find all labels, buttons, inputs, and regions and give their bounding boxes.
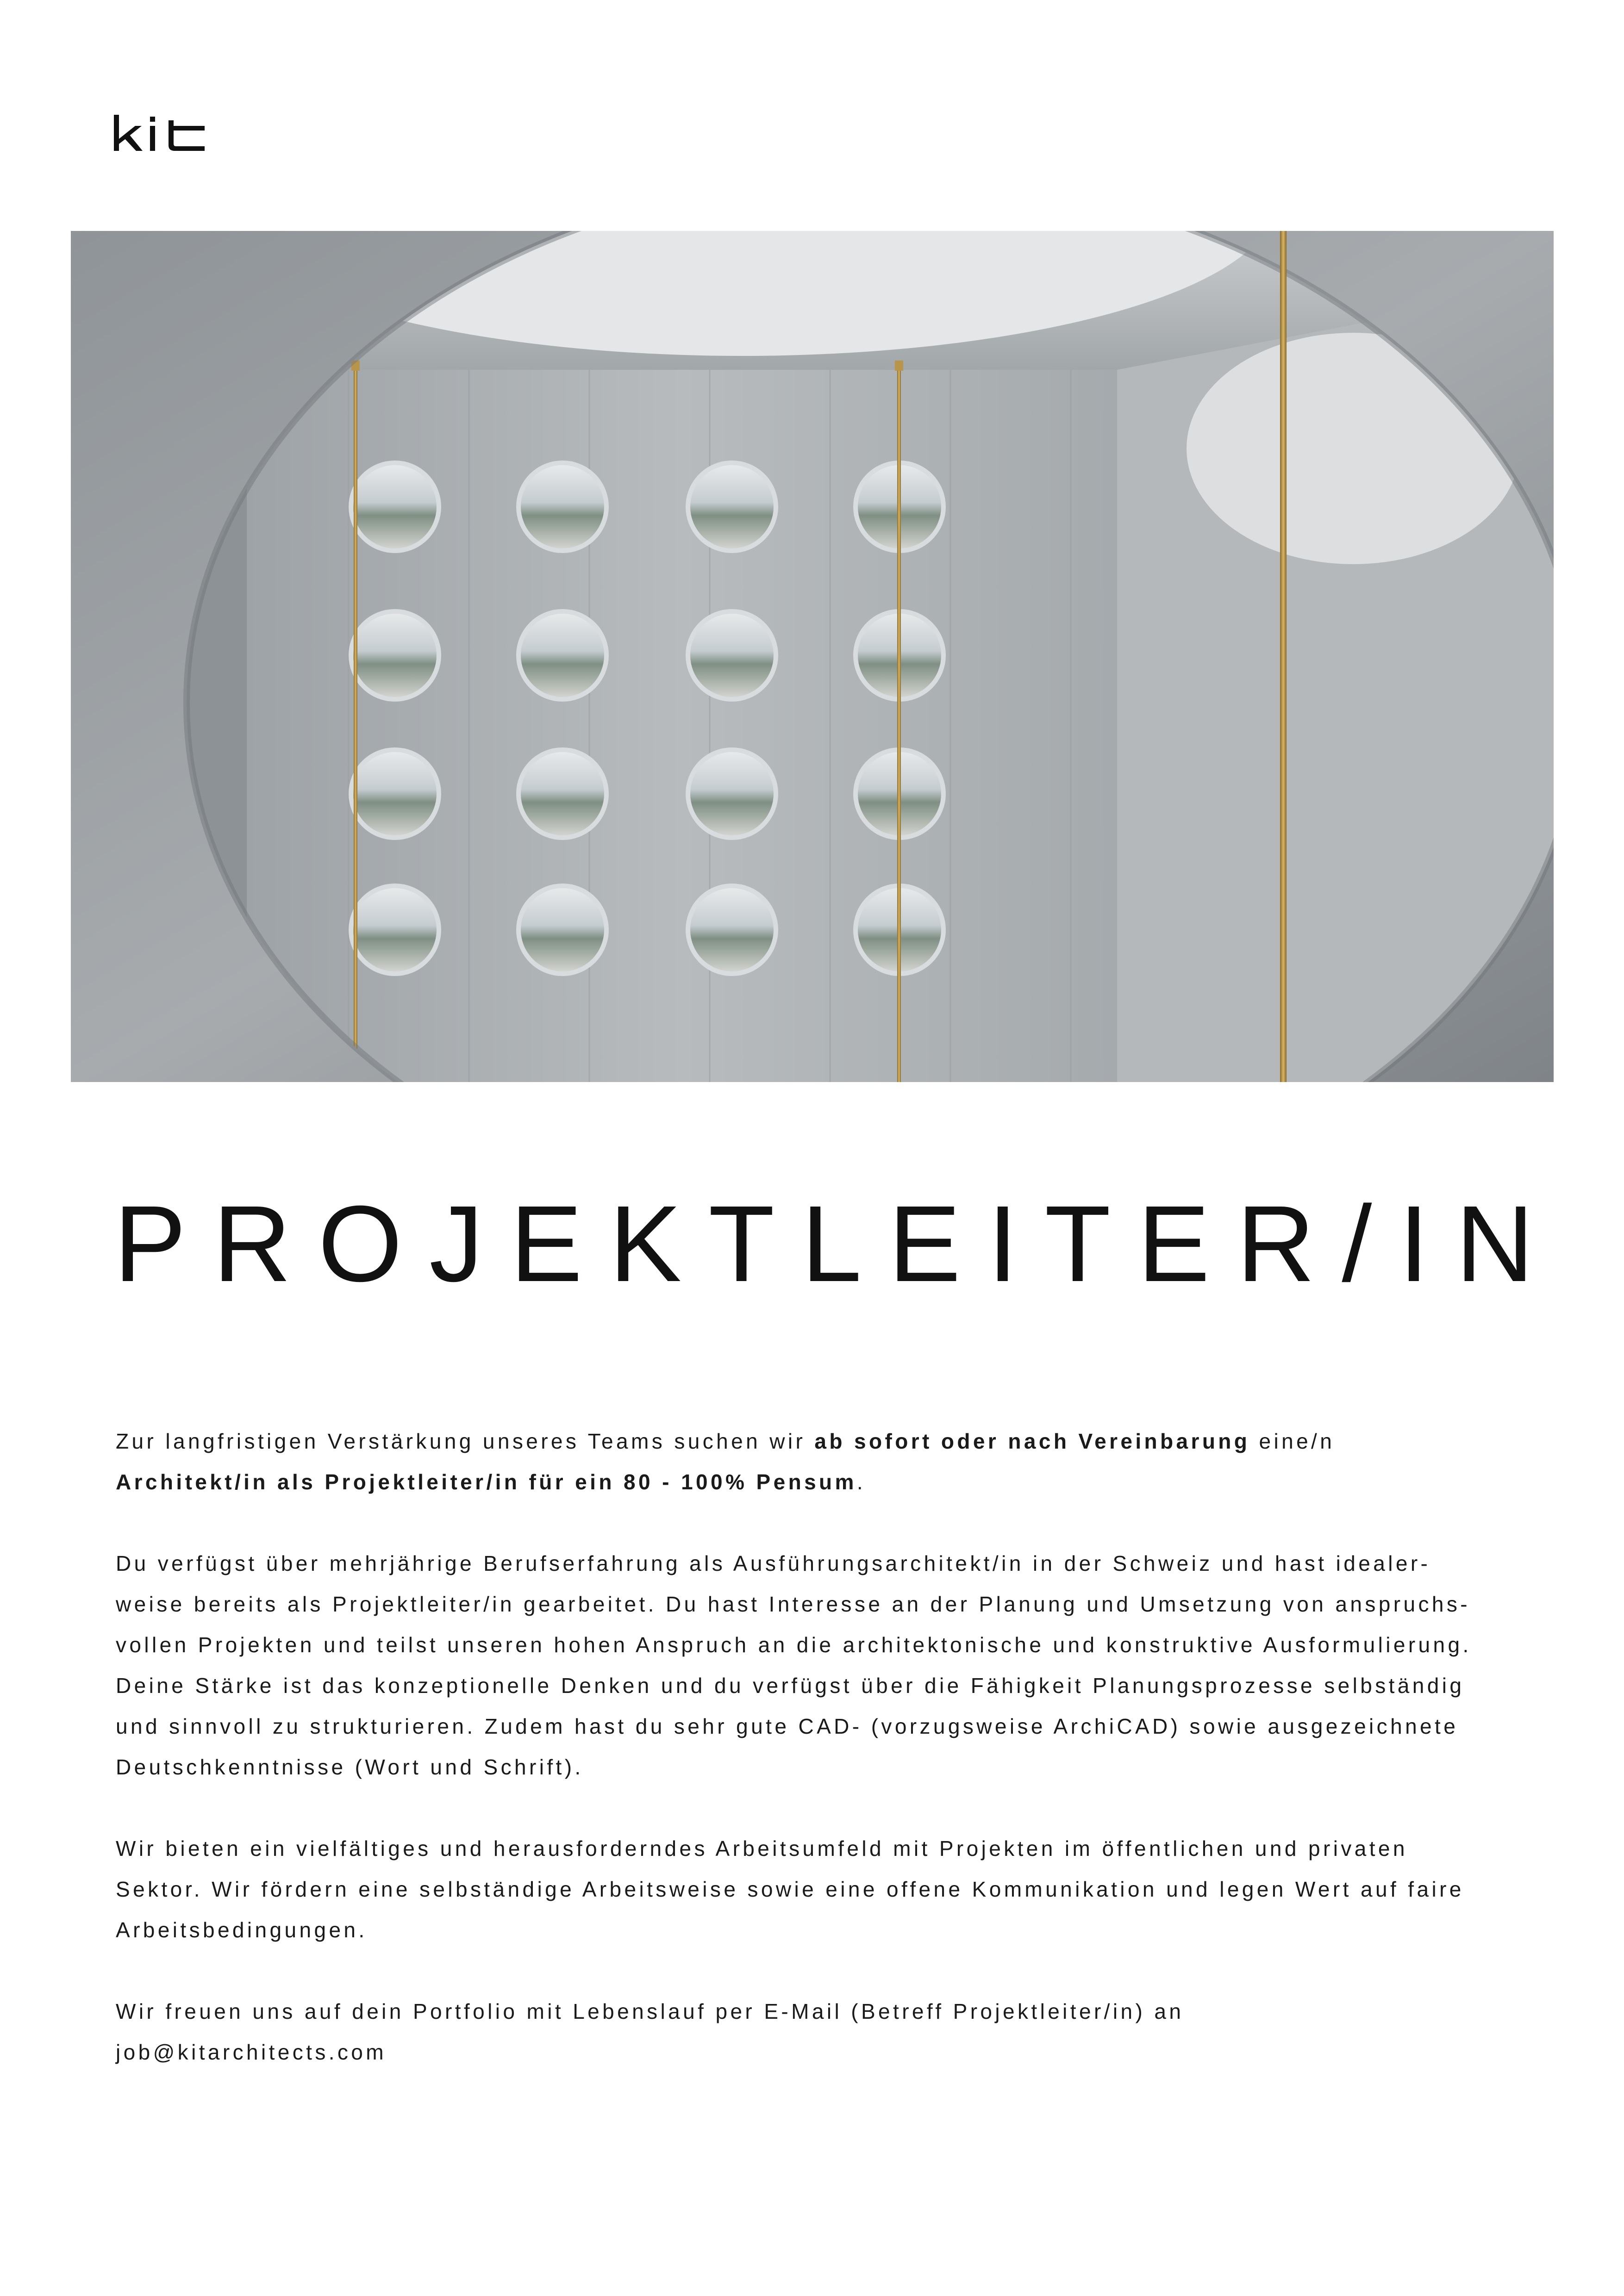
hero-image: [71, 231, 1554, 1082]
contact-paragraph: [116, 1991, 1514, 2072]
intro-paragraph: [116, 1421, 1514, 1502]
job-description: [116, 1421, 1514, 2113]
profile-paragraph: [116, 1543, 1514, 1787]
kit-logo: [114, 115, 206, 152]
profile-line: weise bereits als Projektleiter/in gearbeitet. Du hast Interesse an der Planung und Umsetzung von anspruchs-: [116, 1592, 1470, 1616]
intro-line-2: [116, 1462, 1514, 1502]
profile-line: und sinnvoll zu strukturieren. Zudem hast du sehr gute CAD- (vorzugsweise ArchiCAD) sowie ausgezeichnete: [116, 1714, 1459, 1738]
hero-illustration: [71, 231, 1554, 1082]
intro-text-1: Zur langfristigen Verstärkung unseres Teams suchen wir: [116, 1429, 815, 1453]
kit-logo-mark: [114, 115, 206, 152]
intro-text-3: .: [856, 1470, 866, 1494]
profile-line: Du verfügst über mehrjährige Berufserfahrung als Ausführungsarchitekt/in in der Schweiz und hast idealer-: [116, 1551, 1431, 1575]
profile-line: Deine Stärke ist das konzeptionelle Denken und du verfügst über die Fähigkeit Planungsprozesse selbständig: [116, 1674, 1465, 1698]
offer-line: Wir bieten ein vielfältiges und herausforderndes Arbeitsumfeld mit Projekten im öffentlichen und privaten: [116, 1836, 1408, 1860]
page-title: PROJEKTLEITER/IN: [114, 1183, 1561, 1304]
profile-line: vollen Projekten und teilst unseren hohen Anspruch an die architektonische und konstruktive Ausformulierung.: [116, 1633, 1472, 1657]
profile-line: Deutschkenntnisse (Wort und Schrift).: [116, 1755, 584, 1779]
intro-bold-start-date: ab sofort oder nach Vereinbarung: [814, 1429, 1250, 1453]
intro-line-1: [116, 1421, 1514, 1462]
contact-email[interactable]: job@kitarchitects.com: [116, 2040, 387, 2064]
intro-bold-position: Architekt/in als Projektleiter/in für ein 80 - 100% Pensum: [116, 1470, 857, 1494]
offer-line: Sektor. Wir fördern eine selbständige Arbeitsweise sowie eine offene Kommunikation und legen Wert auf faire: [116, 1877, 1464, 1901]
offer-paragraph: [116, 1828, 1514, 1950]
offer-line: Arbeitsbedingungen.: [116, 1918, 368, 1942]
contact-line: Wir freuen uns auf dein Portfolio mit Lebenslauf per E-Mail (Betreff Projektleiter/in) an: [116, 1999, 1184, 2023]
intro-text-2: eine/n: [1250, 1429, 1335, 1453]
